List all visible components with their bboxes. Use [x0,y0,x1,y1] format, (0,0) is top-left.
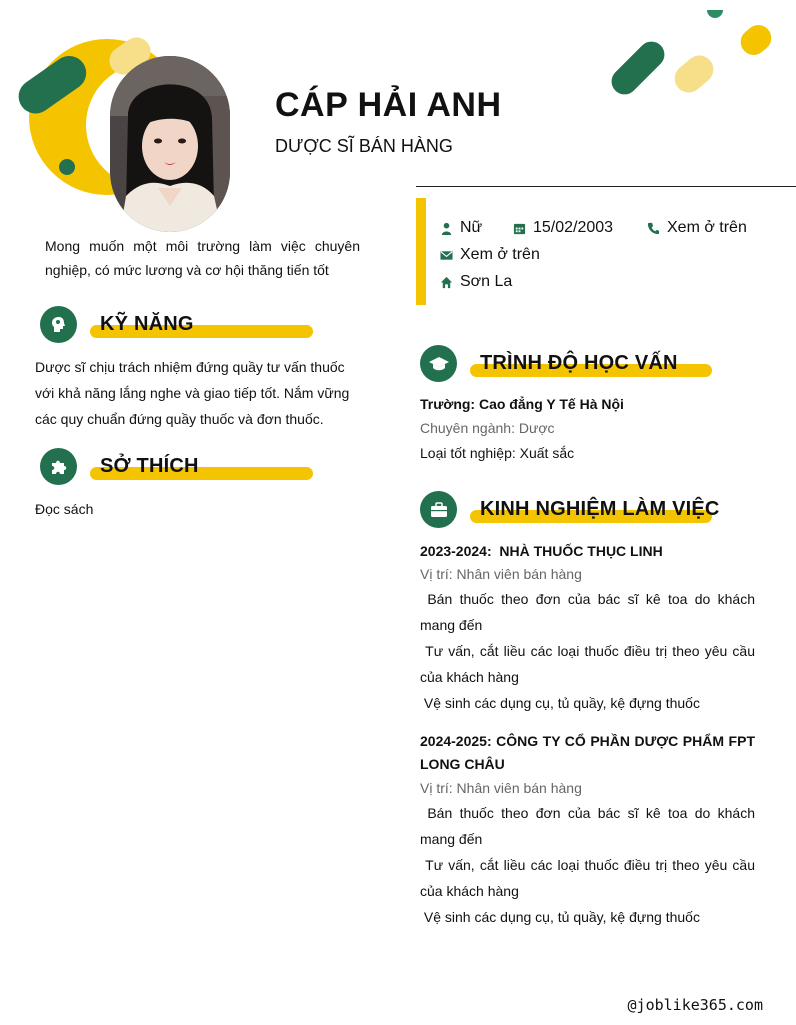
contact-phone [647,219,747,237]
education-school: Trường: Cao đẳng Y Tế Hà Nội [420,396,624,412]
gender-value: Nữ [460,219,483,236]
skills-title: KỸ NĂNG [100,313,194,335]
mail-icon [440,249,453,262]
education-major: Chuyên ngành: Dược [420,420,555,436]
job-1-duty-1: Bán thuốc theo đơn của bác sĩ kê toa do khách mang đến [420,591,759,633]
experience-icon-circle [420,491,457,528]
birthdate-value: 15/02/2003 [533,219,614,236]
job-2-duty-2: Tư vấn, cắt liều các loại thuốc điều trị theo yêu cầu của khách hàng [420,857,759,899]
briefcase-icon [429,501,449,519]
graduation-cap-icon [428,354,450,374]
contact-birthdate [513,219,613,237]
job-1-duty-2: Tư vấn, cắt liều các loại thuốc điều trị theo yêu cầu của khách hàng [420,643,759,685]
job-title: DƯỢC SĨ BÁN HÀNG [275,136,453,156]
home-icon [440,276,453,289]
hobbies-icon-circle [40,448,77,485]
header-divider [416,186,796,187]
job-1-position: Vị trí: Nhân viên bán hàng [420,566,582,582]
address-value: Sơn La [460,273,513,290]
phone-icon [647,222,660,235]
contact-address [440,273,512,291]
watermark-footer: @joblike365.com [627,996,763,1014]
job-2-heading: 2024-2025: CÔNG TY CỔ PHẦN DƯỢC PHẨM FPT LONG CHÂU [420,733,755,772]
career-objective: Mong muốn một môi trường làm việc chuyên nghiệp, có mức lương và cơ hội thăng tiến tốt [45,238,360,278]
skills-icon-circle [40,306,77,343]
puzzle-icon [49,457,69,477]
skills-text: Dược sĩ chịu trách nhiệm đứng quầy tư vấn thuốc với khả năng lắng nghe và giao tiếp tốt. Nắm vững các quy chuẩn đứng quầy thuốc và đơn thuốc. [35,359,350,427]
experience-title: KINH NGHIỆM LÀM VIỆC [480,498,720,520]
phone-value: Xem ở trên [667,219,747,236]
hobbies-text: Đọc sách [35,501,94,517]
decor-top-right [600,0,796,110]
education-title: TRÌNH ĐỘ HỌC VẤN [480,352,678,374]
person-icon [440,222,453,235]
hobbies-title: SỞ THÍCH [100,455,199,477]
contact-email [440,246,540,264]
job-2-position: Vị trí: Nhân viên bán hàng [420,780,582,796]
profile-photo [110,56,230,232]
calendar-icon [513,222,526,235]
email-value: Xem ở trên [460,246,540,263]
job-2-duty-3: Vệ sinh các dụng cụ, tủ quầy, kệ đựng thuốc [420,909,700,925]
contact-gender [440,219,482,237]
education-icon-circle [420,345,457,382]
brain-icon [49,315,69,335]
education-grade: Loại tốt nghiệp: Xuất sắc [420,445,575,461]
job-1-heading: 2023-2024: NHÀ THUỐC THỤC LINH [420,543,663,559]
job-1-duty-3: Vệ sinh các dụng cụ, tủ quầy, kệ đựng thuốc [420,695,700,711]
job-2-duty-1: Bán thuốc theo đơn của bác sĩ kê toa do khách mang đến [420,805,759,847]
candidate-name: CÁP HẢI ANH [275,86,502,124]
contact-accent-bar [416,198,426,305]
